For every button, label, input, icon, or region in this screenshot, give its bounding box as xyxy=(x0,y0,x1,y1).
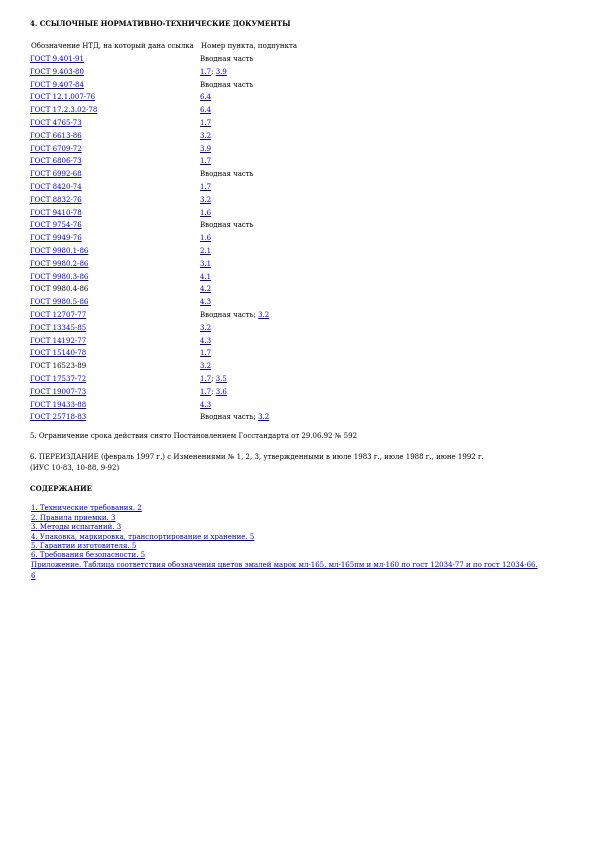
document-link[interactable]: ГОСТ 13345-85 xyxy=(30,323,87,332)
table-row xyxy=(30,234,480,246)
table-header-ref: Номер пункта, подпункта xyxy=(201,42,297,50)
document-link[interactable]: ГОСТ 8832-76 xyxy=(30,195,82,204)
table-row xyxy=(30,183,480,195)
clause-text: Вводная часть; xyxy=(200,413,259,422)
toc-link[interactable]: 3. Методы испытаний. 3 xyxy=(31,523,122,531)
clause-link[interactable]: 1.7 xyxy=(200,157,212,166)
document-link[interactable]: ГОСТ 4765-73 xyxy=(30,119,82,127)
clause-link[interactable]: 3.9 xyxy=(200,144,212,153)
clause-reference xyxy=(200,170,254,179)
document-link[interactable]: ГОСТ 19433-88 xyxy=(30,400,87,409)
clause-text: Вводная часть; xyxy=(200,311,259,319)
table-row xyxy=(30,93,480,105)
clause-reference xyxy=(200,106,211,115)
table-row xyxy=(30,324,480,336)
clause-reference xyxy=(200,183,211,192)
document-link[interactable]: ГОСТ 12707-77 xyxy=(30,311,87,319)
clause-reference xyxy=(200,234,211,243)
clause-text: ; xyxy=(211,387,216,396)
section-4-title: 4. ССЫЛОЧНЫЕ НОРМАТИВНО-ТЕХНИЧЕСКИЕ ДОКУМЕНТЫ xyxy=(30,19,291,28)
clause-link[interactable]: 3.2 xyxy=(200,362,212,371)
clause-link[interactable]: 3.6 xyxy=(215,387,227,396)
clause-link[interactable]: 3.2 xyxy=(200,195,212,204)
table-row xyxy=(30,81,480,93)
table-row xyxy=(30,132,480,144)
clause-text: ; xyxy=(211,375,216,383)
clause-link[interactable]: 1.7 xyxy=(200,119,212,127)
table-row xyxy=(30,285,480,297)
document-link[interactable]: ГОСТ 17537-72 xyxy=(30,375,87,383)
table-row xyxy=(30,349,480,361)
clause-link[interactable]: 3.2 xyxy=(200,131,212,140)
clause-reference xyxy=(200,349,211,358)
clause-text: ; xyxy=(211,67,216,76)
clause-text: Вводная часть xyxy=(200,221,254,230)
document-link[interactable]: ГОСТ 9949-76 xyxy=(30,234,82,243)
clause-reference xyxy=(200,285,211,294)
clause-link[interactable]: 3.2 xyxy=(258,413,270,422)
table-row xyxy=(30,413,480,425)
clause-reference xyxy=(200,337,211,346)
clause-link[interactable]: 3.2 xyxy=(200,323,212,332)
clause-link[interactable]: 3.1 xyxy=(200,259,212,268)
contents-title: СОДЕРЖАНИЕ xyxy=(30,484,92,493)
section-6-line-2: (ИУС 10-83, 10-88, 9-92) xyxy=(30,464,120,472)
clause-link[interactable]: 1.7 xyxy=(200,67,212,76)
document-link[interactable]: ГОСТ 17.2.3.02-78 xyxy=(30,106,98,115)
clause-reference xyxy=(200,401,211,410)
clause-reference xyxy=(200,196,211,205)
clause-link[interactable]: 3.5 xyxy=(215,375,227,383)
clause-text: Вводная часть xyxy=(200,170,254,179)
clause-text: Вводная часть xyxy=(200,80,254,89)
document-link[interactable]: ГОСТ 6613-86 xyxy=(30,131,82,140)
table-row xyxy=(30,221,480,233)
document-link[interactable]: ГОСТ 12.1.007-76 xyxy=(30,93,96,102)
table-row xyxy=(30,337,480,349)
clause-link[interactable]: 2.1 xyxy=(200,247,212,255)
table-row xyxy=(30,55,480,67)
table-row xyxy=(30,260,480,272)
document-link[interactable]: ГОСТ 6709-72 xyxy=(30,144,82,153)
section-5-text: 5. Ограничение срока действия снято Постановлением Госстандарта от 29.06.92 № 592 xyxy=(30,432,358,440)
clause-link[interactable]: 1.6 xyxy=(200,208,212,217)
table-row xyxy=(30,196,480,208)
document-link[interactable]: ГОСТ 19007-73 xyxy=(30,387,87,396)
document-link[interactable]: ГОСТ 14192-77 xyxy=(30,336,87,345)
document-link[interactable]: ГОСТ 9980.2-86 xyxy=(30,259,89,268)
document-name: ГОСТ 16523-89 xyxy=(30,362,87,371)
document-link[interactable]: ГОСТ 15140-78 xyxy=(30,349,87,358)
clause-link[interactable]: 3.9 xyxy=(215,67,227,76)
clause-link[interactable]: 4.1 xyxy=(200,272,212,281)
clause-link[interactable]: 4.3 xyxy=(200,298,212,307)
table-row xyxy=(30,68,480,80)
document-link[interactable]: ГОСТ 8420-74 xyxy=(30,183,82,191)
clause-link[interactable]: 4.3 xyxy=(200,336,212,345)
clause-link[interactable]: 1.7 xyxy=(200,387,212,396)
toc-link[interactable]: 1. Технические требования. 2 xyxy=(31,504,142,512)
clause-link[interactable]: 6.4 xyxy=(200,93,212,102)
clause-reference xyxy=(200,132,211,141)
clause-reference xyxy=(200,68,227,77)
clause-link[interactable]: 1.7 xyxy=(200,375,212,383)
toc-link[interactable]: Приложение. Таблица соответствия обозначения цветов эмалей марок мл-165, мл-165пм и мл-160 по гост 12034-77 и по гост 12034-66. xyxy=(31,561,538,569)
clause-reference xyxy=(200,93,211,102)
clause-reference xyxy=(200,247,211,256)
clause-reference xyxy=(200,145,211,154)
document-link[interactable]: ГОСТ 9980.1-86 xyxy=(30,247,89,255)
table-header-doc: Обозначение НТД, на который дана ссылка xyxy=(31,42,194,50)
clause-reference xyxy=(200,260,211,269)
clause-reference xyxy=(200,388,227,397)
document-link[interactable]: ГОСТ 9.401-91 xyxy=(30,55,84,63)
document-link[interactable]: ГОСТ 9980.5-86 xyxy=(30,298,89,307)
clause-reference xyxy=(200,221,254,230)
toc-link[interactable]: 6. Требования безопасности. 5 xyxy=(31,551,146,559)
clause-reference xyxy=(200,119,211,128)
document-link[interactable]: ГОСТ 25718-83 xyxy=(30,413,87,422)
clause-link[interactable]: 4.2 xyxy=(200,285,212,294)
table-row xyxy=(30,273,480,285)
document-link[interactable]: ГОСТ 9.403-80 xyxy=(30,67,84,76)
clause-link[interactable]: 1.7 xyxy=(200,349,212,358)
table-row xyxy=(30,157,480,169)
table-row xyxy=(30,145,480,157)
section-6-line-1: 6. ПЕРЕИЗДАНИЕ (февраль 1997 г.) с Изменениями № 1, 2, 3, утвержденными в июле 1983 г., июле 1988 г., июне 1992 г. xyxy=(30,453,484,461)
clause-reference xyxy=(200,362,211,371)
clause-link[interactable]: 1.7 xyxy=(200,183,212,191)
clause-link[interactable]: 1.6 xyxy=(200,234,212,243)
table-row xyxy=(30,401,480,413)
table-row xyxy=(30,362,480,374)
clause-reference xyxy=(200,324,211,333)
table-row xyxy=(30,209,480,221)
clause-text: Вводная часть xyxy=(200,55,254,63)
table-row xyxy=(30,298,480,310)
document-link[interactable]: ГОСТ 9410-78 xyxy=(30,208,82,217)
document-link[interactable]: ГОСТ 6806-73 xyxy=(30,157,82,166)
document-link[interactable]: ГОСТ 6992-68 xyxy=(30,170,82,179)
clause-link[interactable]: 4.3 xyxy=(200,400,212,409)
table-row xyxy=(30,375,480,387)
clause-reference xyxy=(200,81,254,90)
clause-reference xyxy=(200,413,269,422)
toc-link[interactable]: 2. Правила приемки. 3 xyxy=(31,514,116,522)
clause-reference xyxy=(200,298,211,307)
table-row xyxy=(30,170,480,182)
document-link[interactable]: ГОСТ 9980.3-86 xyxy=(30,272,89,281)
table-row xyxy=(30,311,480,323)
document-link[interactable]: ГОСТ 9754-76 xyxy=(30,221,82,230)
clause-link[interactable]: 6.4 xyxy=(200,106,212,115)
toc-link[interactable]: 4. Упаковка, маркировка, транспортирование и хранение. 5 xyxy=(31,533,255,541)
toc-link[interactable]: 5. Гарантии изготовителя. 5 xyxy=(31,542,137,550)
document-link[interactable]: ГОСТ 9.407-84 xyxy=(30,80,84,89)
table-row xyxy=(30,106,480,118)
clause-link[interactable]: 3.2 xyxy=(258,311,270,319)
clause-reference xyxy=(200,209,211,218)
table-row xyxy=(30,119,480,131)
clause-reference xyxy=(200,375,227,384)
clause-reference xyxy=(200,311,269,320)
table-row xyxy=(30,388,480,400)
clause-reference xyxy=(200,157,211,166)
toc-link[interactable]: 6 xyxy=(31,572,36,580)
table-row xyxy=(30,247,480,259)
clause-reference xyxy=(200,55,254,64)
clause-reference xyxy=(200,273,211,282)
document-name: ГОСТ 9980.4-86 xyxy=(30,285,89,294)
